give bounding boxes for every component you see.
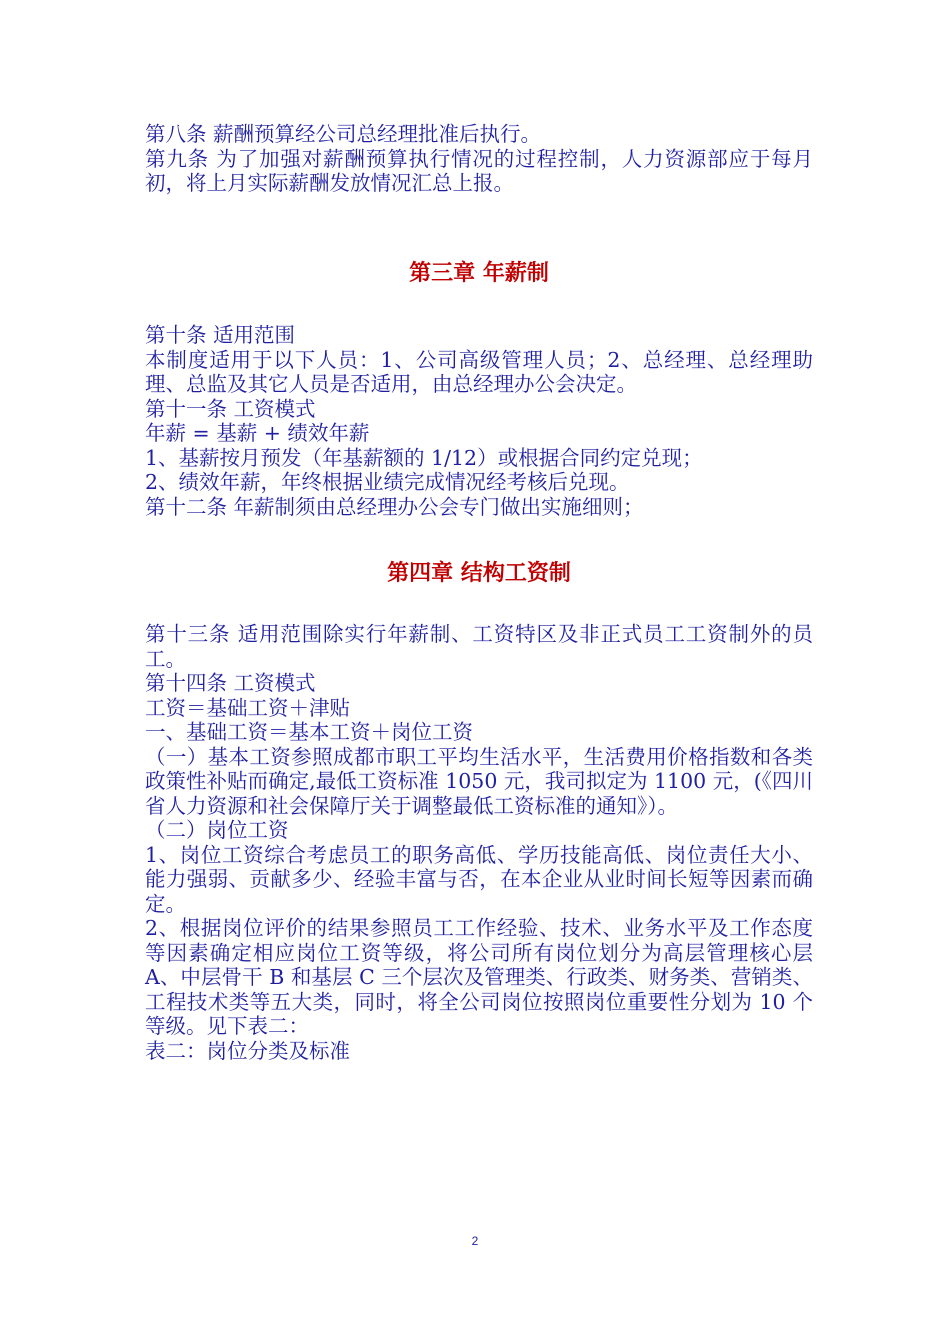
section-top-text xyxy=(145,122,813,196)
basic-wage-paragraph: （一）基本工资参照成都市职工平均生活水平，生活费用价格指数和各类政策性补贴而确定,最低工资标准 1050 元，我司拟定为 1100 元，(《四川省人力资源和社会保障厅关于调整最低工资标准的通知》）。 xyxy=(145,744,813,818)
article-10-body: 本制度适用于以下人员：1、公司高级管理人员；2、总经理、总经理助理、总监及其它人员是否适用，由总经理办公会决定。 xyxy=(145,347,813,396)
base-wage-formula: 一、基础工资＝基本工资＋岗位工资 xyxy=(145,720,473,744)
position-wage-item-2: 2、根据岗位评价的结果参照员工工作经验、技术、业务水平及工作态度等因素确定相应岗位工资等级，将公司所有岗位划分为高层管理核心层 A、中层骨干 B 和基层 C 三个层次及管理类、行政类、财务类、营销类、工程技术类等五大类，同时，将全公司岗位按照岗位重要性分划为 10 个等级。见下表二： xyxy=(145,916,813,1038)
article-11-heading: 第十一条 工资模式 xyxy=(145,396,316,421)
chapter-4-title: 第四章 结构工资制 xyxy=(387,561,571,586)
annual-salary-formula: 年薪 = 基薪 + 绩效年薪 xyxy=(145,421,370,445)
article-10-heading: 第十条 适用范围 xyxy=(145,323,296,347)
page-number: 2 xyxy=(471,1234,479,1248)
position-wage-heading: （二）岗位工资 xyxy=(145,818,289,842)
wage-formula: 工资＝基础工资＋津贴 xyxy=(145,695,350,720)
table-2-caption: 表二：岗位分类及标准 xyxy=(145,1038,350,1063)
article-12: 第十二条 年薪制须由总经理办公会专门做出实施细则； xyxy=(145,494,644,519)
chapter-3-text xyxy=(145,323,813,519)
chapter-4-text xyxy=(145,622,813,1063)
base-salary-item: 1、基薪按月预发（年基薪额的 1/12）或根据合同约定兑现； xyxy=(145,445,703,470)
article-14-heading: 第十四条 工资模式 xyxy=(145,671,316,695)
position-wage-item-1: 1、岗位工资综合考虑员工的职务高低、学历技能高低、岗位责任大小、能力强弱、贡献多少、经验丰富与否，在本企业从业时间长短等因素而确定。 xyxy=(145,842,813,916)
article-9: 第九条 为了加强对薪酬预算执行情况的过程控制，人力资源部应于每月初，将上月实际薪酬发放情况汇总上报。 xyxy=(145,146,813,195)
article-8: 第八条 薪酬预算经公司总经理批准后执行。 xyxy=(145,122,542,146)
chapter-3-title: 第三章 年薪制 xyxy=(409,261,549,286)
performance-salary-item: 2、绩效年薪，年终根据业绩完成情况经考核后兑现。 xyxy=(145,470,630,494)
article-13: 第十三条 适用范围除实行年薪制、工资特区及非正式员工工资制外的员工。 xyxy=(145,622,813,671)
